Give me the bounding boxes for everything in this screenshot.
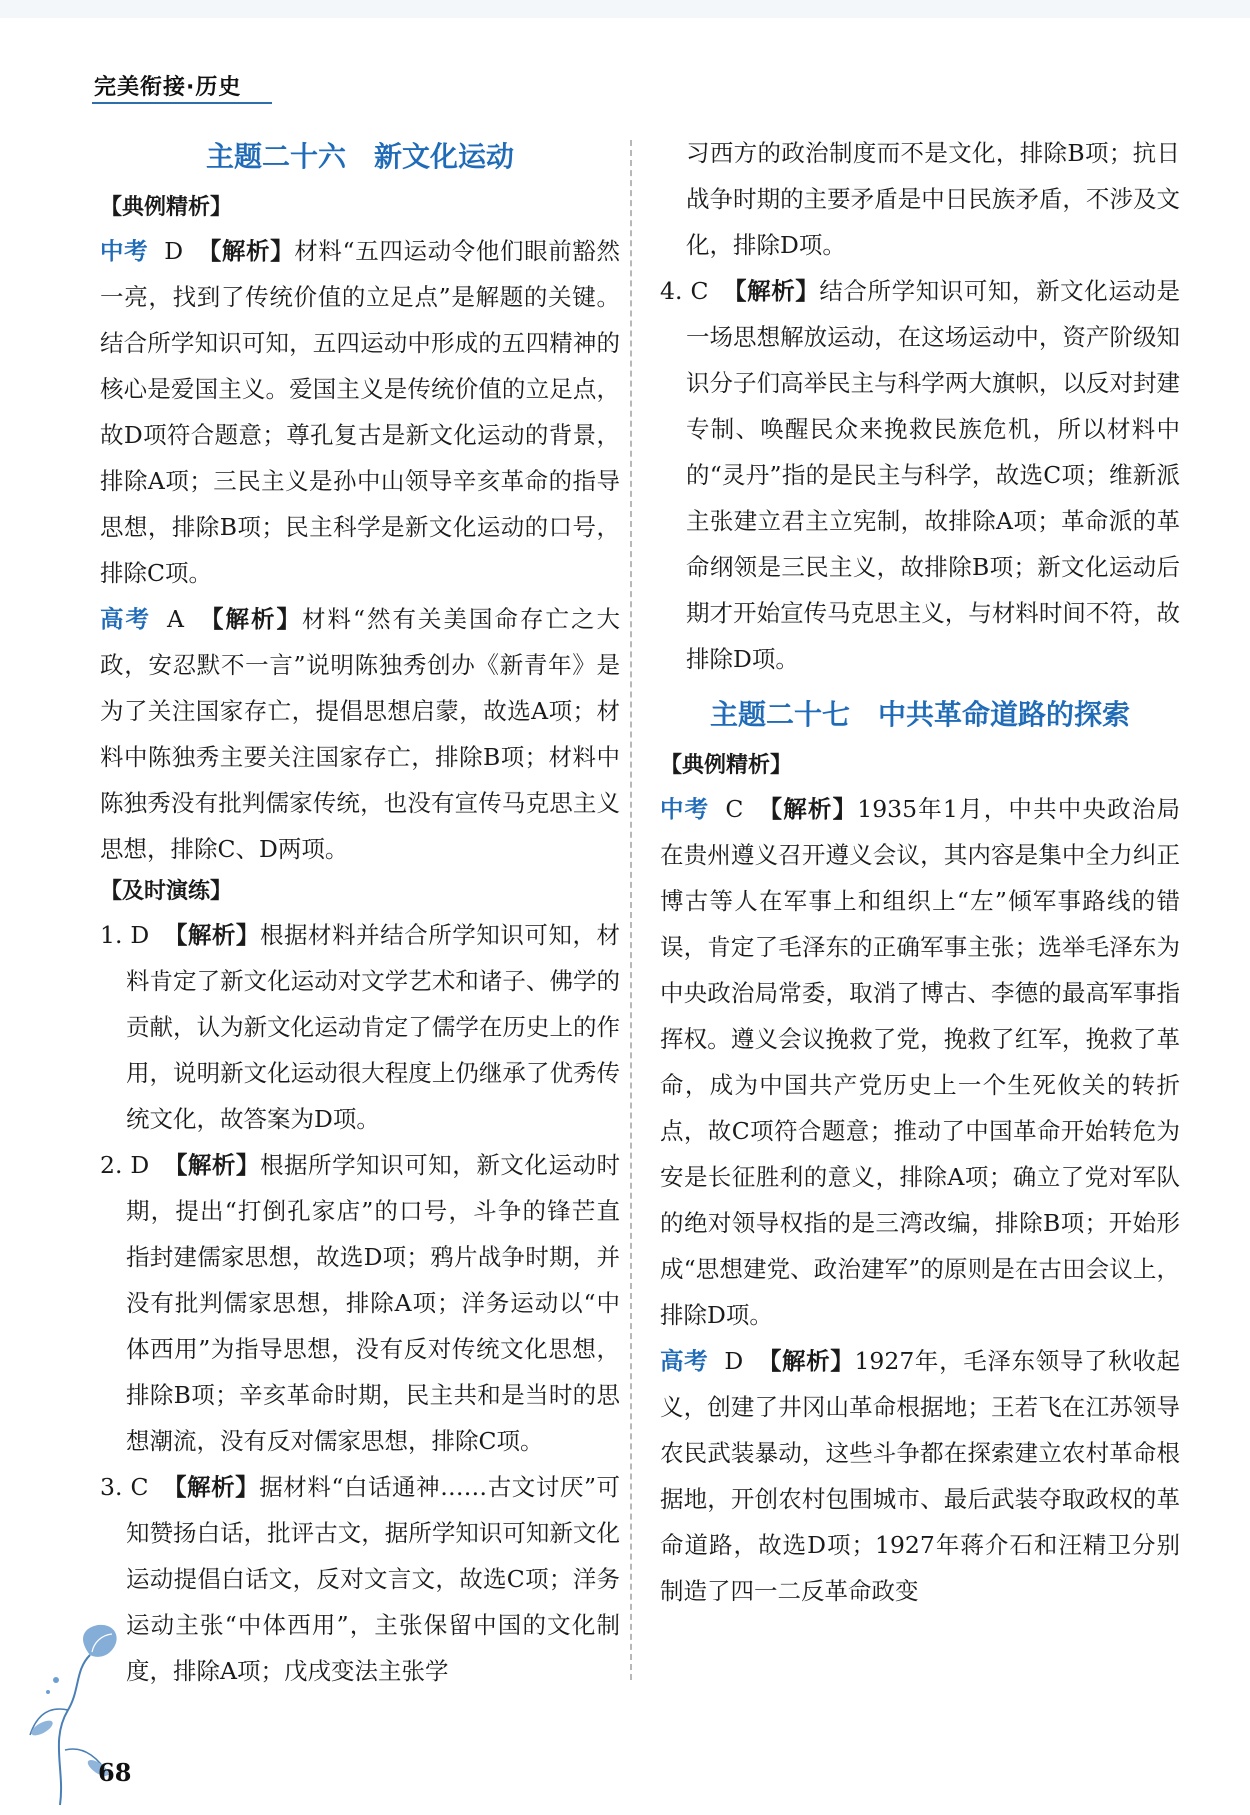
topic-27-title: 主题二十七 中共革命道路的探索 <box>709 698 1130 731</box>
gaokao-answer <box>100 596 620 872</box>
zhongkao-tag: 中考 <box>100 237 149 265</box>
answer-text: 材料“五四运动令他们眼前豁然一亮，找到了传统价值的立足点”是解题的关键。结合所学知识可知，五四运动中形成的五四精神的核心是爱国主义。爱国主义是传统价值的立足点，故D项符合题意；尊孔复古是新文化运动的背景，排除A项；三民主义是孙中山领导辛亥革命的指导思想，排除B项；民主科学是新文化运动的口号，排除C项。 <box>100 237 621 587</box>
gaokao-tag: 高考 <box>100 605 151 633</box>
item-number: 3. C <box>100 1473 149 1501</box>
section-head-dianli: 【典例精析】 <box>100 195 233 220</box>
item-text: 根据所学知识可知，新文化运动时期，提出“打倒孔家店”的口号，斗争的锋芒直指封建儒家思想，故选D项；鸦片战争时期，并没有批判儒家思想，排除A项；洋务运动以“中体西用”为指导思想，没有反对传统文化思想，排除B项；辛亥革命时期，民主共和是当时的思想潮流，没有反对儒家思想，排除C项。 <box>126 1151 621 1455</box>
jiexi-tag: 【解析】 <box>162 1473 260 1501</box>
exercise-item-3 <box>100 1464 620 1694</box>
jiexi-tag: 【解析】 <box>163 1151 260 1179</box>
column-divider <box>630 140 632 1680</box>
item-number: 1. D <box>100 921 150 949</box>
item-text: 结合所学知识可知，新文化运动是一场思想解放运动，在这场运动中，资产阶级知识分子们高举民主与科学两大旗帜，以反对封建专制、唤醒民众来挽救民族危机，所以材料中的“灵丹”指的是民主与科学，故选C项；维新派主张建立君主立宪制，故排除A项；革命派的革命纲领是三民主义，故排除B项；新文化运动后期才开始宣传马克思主义，与材料时间不符，故排除D项。 <box>686 277 1181 673</box>
answer-letter: A <box>167 605 184 633</box>
item-number: 4. C <box>660 277 709 305</box>
zhongkao-answer <box>660 786 1180 1338</box>
gaokao-tag: 高考 <box>660 1347 709 1375</box>
left-column <box>100 130 620 1694</box>
section-head-dianli: 【典例精析】 <box>660 753 793 778</box>
page-number: 68 <box>98 1758 132 1787</box>
answer-letter: D <box>724 1347 744 1375</box>
exercise-item-1 <box>100 912 620 1142</box>
answer-text: 1927年，毛泽东领导了秋收起义，创建了井冈山革命根据地；王若飞在江苏领导农民武装暴动，这些斗争都在探索建立农村革命根据地，开创农村包围城市、最后武装夺取政权的革命道路，故选D项；1927年蒋介石和汪精卫分别制造了四一二反革命政变 <box>660 1347 1181 1605</box>
running-header: 完美衔接·历史 <box>94 75 242 100</box>
answer-text: 材料“然有关美国命存亡之大政，安忍默不一言”说明陈独秀创办《新青年》是为了关注国家存亡，提倡思想启蒙，故选A项；材料中陈独秀主要关注国家存亡，排除B项；材料中陈独秀没有批判儒家传统，也没有宣传马克思主义思想，排除C、D两项。 <box>100 605 620 863</box>
jiexi-tag: 【解析】 <box>757 795 858 823</box>
section-head-jishi: 【及时演练】 <box>100 879 233 904</box>
header-rule <box>92 102 272 104</box>
top-band <box>0 0 1250 18</box>
item-number: 2. D <box>100 1151 150 1179</box>
exercise-item-4 <box>660 268 1180 682</box>
jiexi-tag: 【解析】 <box>722 277 820 305</box>
jiexi-tag: 【解析】 <box>197 605 302 633</box>
answer-letter: C <box>725 795 744 823</box>
zhongkao-tag: 中考 <box>660 795 710 823</box>
right-column <box>660 130 1180 1614</box>
item-text: 据材料“白话通神……古文讨厌”可知赞扬白话，批评古文，据所学知识可知新文化运动提倡白话文，反对文言文，故选C项；洋务运动主张“中体西用”，主张保留中国的文化制度，排除A项；戊戌变法主张学 <box>126 1473 621 1685</box>
item-text: 根据材料并结合所学知识可知，材料肯定了新文化运动对文学艺术和诸子、佛学的贡献，认为新文化运动肯定了儒学在历史上的作用，说明新文化运动很大程度上仍继承了优秀传统文化，故答案为D项。 <box>126 921 621 1133</box>
jiexi-tag: 【解析】 <box>163 921 260 949</box>
zhongkao-answer <box>100 228 620 596</box>
item-3-continued: 习西方的政治制度而不是文化，排除B项；抗日战争时期的主要矛盾是中日民族矛盾，不涉及文化，排除D项。 <box>686 139 1180 259</box>
gaokao-answer <box>660 1338 1180 1614</box>
answer-letter: D <box>164 237 184 265</box>
topic-26-title: 主题二十六 新文化运动 <box>205 140 514 173</box>
exercise-item-2 <box>100 1142 620 1464</box>
jiexi-tag: 【解析】 <box>757 1347 855 1375</box>
answer-text: 1935年1月，中共中央政治局在贵州遵义召开遵义会议，其内容是集中全力纠正博古等人在军事上和组织上“左”倾军事路线的错误，肯定了毛泽东的正确军事主张；选举毛泽东为中央政治局常委，取消了博古、李德的最高军事指挥权。遵义会议挽救了党，挽救了红军，挽救了革命，成为中国共产党历史上一个生死攸关的转折点，故C项符合题意；推动了中国革命开始转危为安是长征胜利的意义，排除A项；确立了党对军队的绝对领导权指的是三湾改编，排除B项；开始形成“思想建党、政治建军”的原则是在古田会议上，排除D项。 <box>660 795 1181 1329</box>
jiexi-tag: 【解析】 <box>197 237 295 265</box>
